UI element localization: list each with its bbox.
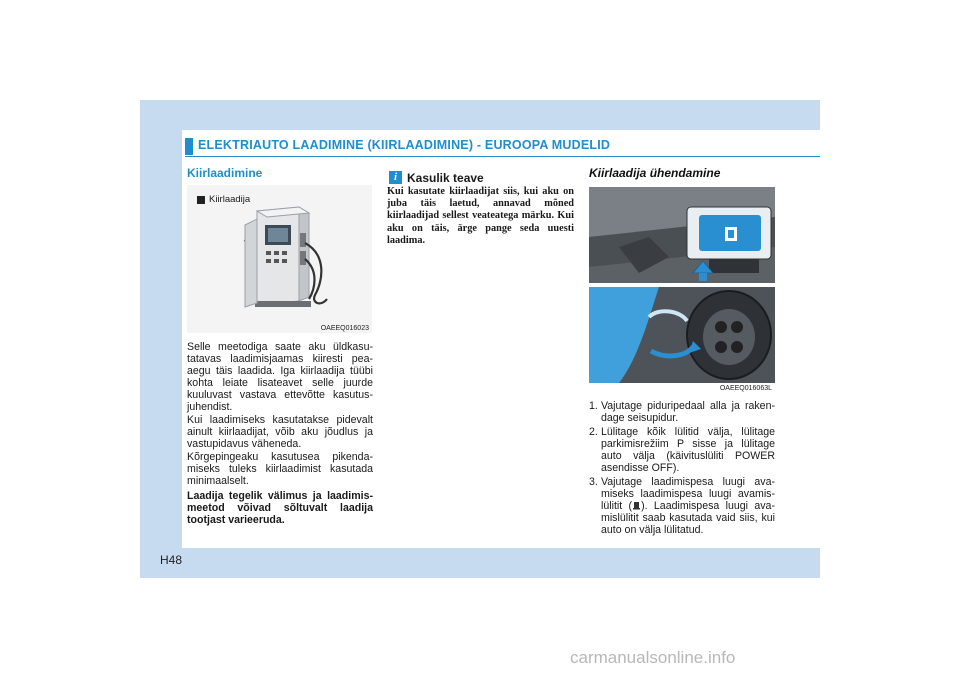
heading-kiirlaadija-uhendamine: Kiirlaadija ühendamine (589, 166, 721, 180)
step-text (601, 476, 775, 536)
info-icon: i (389, 171, 402, 184)
section-title: ELEKTRIAUTO LAADIMINE (KIIRLAADIMINE) - EUROOPA MUDELID (198, 138, 611, 152)
info-text: Kui kasutate kiirlaadijat siis, kui aku on juba täis laetud, annavad mõned kiirlaadijad sellest veateatega märku. Kui aku on täis, ärge pange seda uuesti laadima. (387, 186, 574, 246)
paragraph: Kui laadimiseks kasutatakse pidevalt ainult kiirlaadijat, võib aku jõudlus ja vastupidavus väheneda. (187, 414, 373, 450)
step-text: Vajutage piduripedaal alla ja raken-dage seisupidur. (601, 400, 775, 424)
paragraph: Selle meetodiga saate aku üldkasu-tatavas laadimisjaamas kiiresti pea-aegu täis laadida. Iga kiirlaadija tüübi kohta leiate lisateavet selle juurde kuuluvast vastava ettevõtte kasutus-juhendist. (187, 341, 373, 413)
figure-code: OAEEQ016063L (719, 385, 772, 392)
bold-note: Laadija tegelik välimus ja laadimis-meetod võivad sõltuvalt laadija tootjast varieeruda. (187, 490, 373, 526)
step-text: Lülitage kõik lülitid välja, lülitage parkimisrežiim P sisse ja lülitage auto välja (käivituslüliti POWER asendisse OFF). (601, 426, 775, 474)
watermark: carmanualsonline.info (570, 648, 736, 667)
paragraph: Kõrgepingeaku kasutusea pikenda-miseks tuleks kiirlaadimist kasutada minimaalselt. (187, 451, 373, 487)
figure-charge-port (589, 187, 775, 392)
step-text-part: ). Laadimispesa luugi ava-mislülitit saab kasutada vaid siis, kui auto on välja lülitatud. (601, 500, 775, 536)
charger-illustration (187, 185, 372, 333)
list-item (589, 426, 775, 474)
charge-door-switch-icon (632, 501, 641, 510)
left-body (187, 341, 373, 527)
section-divider (185, 156, 820, 157)
step-number: 2. (589, 426, 598, 438)
heading-kiirlaadimine: Kiirlaadimine (187, 166, 263, 180)
list-item (589, 476, 775, 536)
figure-label-text: Kiirlaadija (209, 194, 251, 205)
list-item (589, 400, 775, 424)
figure-fast-charger (187, 185, 372, 333)
page-footer-band (140, 548, 820, 578)
step-number: 3. (589, 476, 598, 488)
step-text-part: Vajutage laadimispesa luugi ava-miseks laadimispesa luugi avamis-lülitit ( (601, 476, 775, 512)
charge-port-illustration (589, 187, 775, 392)
info-title: Kasulik teave (407, 171, 484, 185)
page-number: H48 (160, 553, 183, 567)
section-marker (185, 138, 193, 155)
steps-list (589, 400, 775, 538)
figure-code: OAEEQ016023 (320, 325, 369, 332)
step-number: 1. (589, 400, 598, 412)
